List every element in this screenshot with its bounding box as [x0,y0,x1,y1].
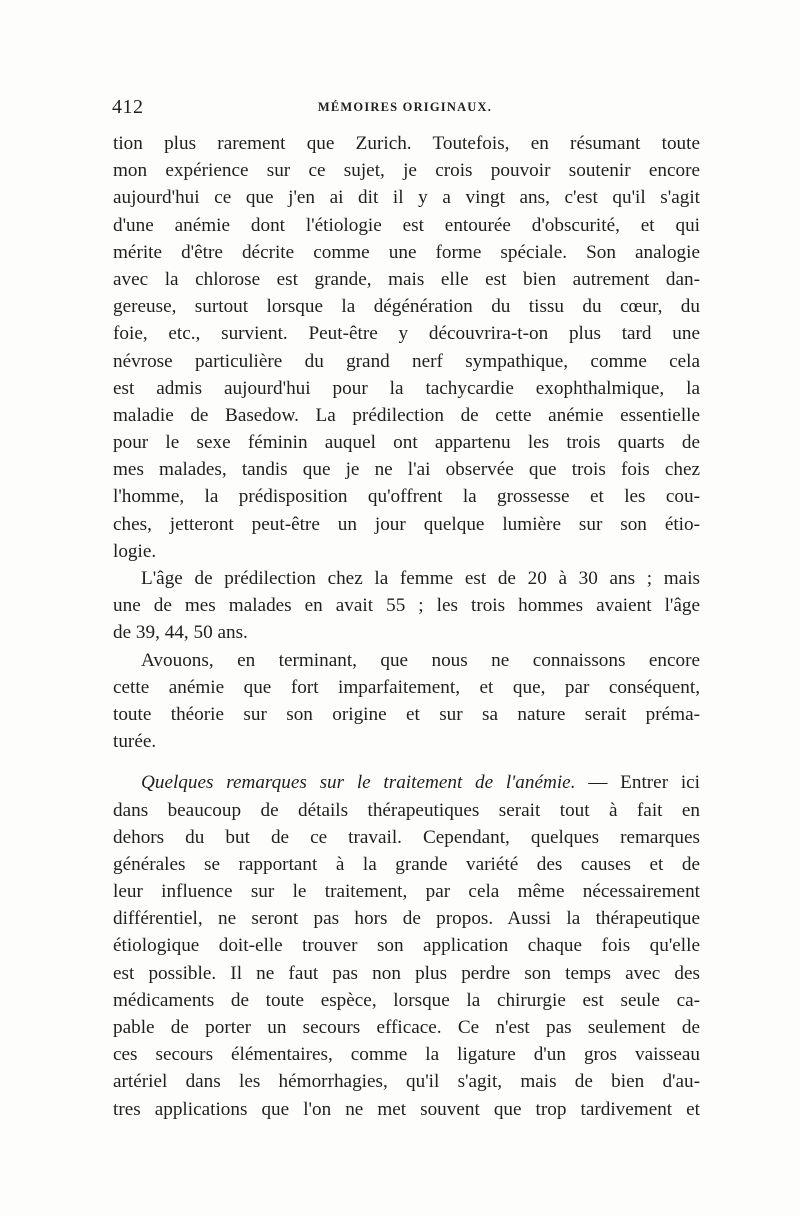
page-header [112,96,698,120]
text-line: cette anémie que fort imparfaitement, et que, par conséquent, [113,676,700,698]
text-line: dehors du but de ce travail. Cependant, quelques remarques [113,826,700,848]
text-line: pable de porter un secours efficace. Ce n'est pas seulement de [113,1017,700,1038]
text-line: tres applications que l'on ne met souvent que trop tardivement et [113,1098,700,1120]
text-line: turée. [113,731,157,753]
page-number: 412 [112,96,144,118]
text-line: mes malades, tandis que je ne l'ai observée que trois fois chez [113,459,700,481]
section-first-line [113,769,700,796]
text-line: étiologique doit-elle trouver son application chaque fois qu'elle [113,935,700,957]
text-line: logie. [113,540,157,562]
text-line: foie, etc., survient. Peut-être y découvrira-t-on plus tard une [113,323,700,345]
text-line: aujourd'hui ce que j'en ai dit il y a vingt ans, c'est qu'il s'agit [113,187,700,209]
text-line: différentiel, ne seront pas hors de propos. Aussi la thérapeutique [113,908,700,930]
text-line: Avouons, en terminant, que nous ne connaissons encore [141,649,700,671]
text-line: leur influence sur le traitement, par cela même nécessairement [113,881,700,903]
text-line: mon expérience sur ce sujet, je crois pouvoir soutenir encore [113,160,700,182]
text-line: toute théorie sur son origine et sur sa nature serait préma- [113,703,700,725]
text-line: gereuse, surtout lorsque la dégénération du tissu du cœur, du [113,296,700,318]
text-line: artériel dans les hémorrhagies, qu'il s'agit, mais de bien d'au- [113,1071,700,1093]
text-line: maladie de Basedow. La prédilection de cette anémie essentielle [113,404,700,426]
section-heading: Quelques remarques sur le traitement de l'anémie. [141,772,576,794]
text-line: l'homme, la prédisposition qu'offrent la grossesse et les cou- [113,486,700,508]
text-line: mérite d'être décrite comme une forme spéciale. Son analogie [113,241,700,263]
text-line: une de mes malades en avait 55 ; les trois hommes avaient l'âge [113,595,700,617]
text-line: est admis aujourd'hui pour la tachycardie exophthalmique, la [113,377,700,399]
paragraph-3 [113,647,700,756]
body-text [113,130,700,1123]
running-title: MÉMOIRES ORIGINAUX. [317,100,493,114]
text-line: tion plus rarement que Zurich. Toutefois, en résumant toute [113,133,700,154]
text-line: ces secours élémentaires, comme la ligature d'un gros vaisseau [113,1044,700,1066]
text-line: médicaments de toute espèce, lorsque la chirurgie est seule ca- [113,989,700,1011]
text-line: générales se rapportant à la grande variété des causes et de [113,853,700,875]
section-first-line-rest: — Entrer ici [575,772,700,794]
text-line: ches, jetteront peut-être un jour quelque lumière sur son étio- [113,513,700,535]
text-line: est possible. Il ne faut pas non plus perdre son temps avec des [113,962,700,984]
paragraph-1 [113,130,700,565]
text-line: névrose particulière du grand nerf sympathique, comme cela [113,350,700,372]
paragraph-2 [113,565,700,647]
text-line: L'âge de prédilection chez la femme est de 20 à 30 ans ; mais [141,568,700,589]
text-line: pour le sexe féminin auquel ont appartenu les trois quarts de [113,432,700,454]
text-line: dans beaucoup de détails thérapeutiques serait tout à fait en [113,799,700,821]
text-line: de 39, 44, 50 ans. [113,622,248,644]
text-line: avec la chlorose est grande, mais elle est bien autrement dan- [113,268,700,290]
treatment-section [113,769,700,1122]
text-line: d'une anémie dont l'étiologie est entourée d'obscurité, et qui [113,214,700,236]
